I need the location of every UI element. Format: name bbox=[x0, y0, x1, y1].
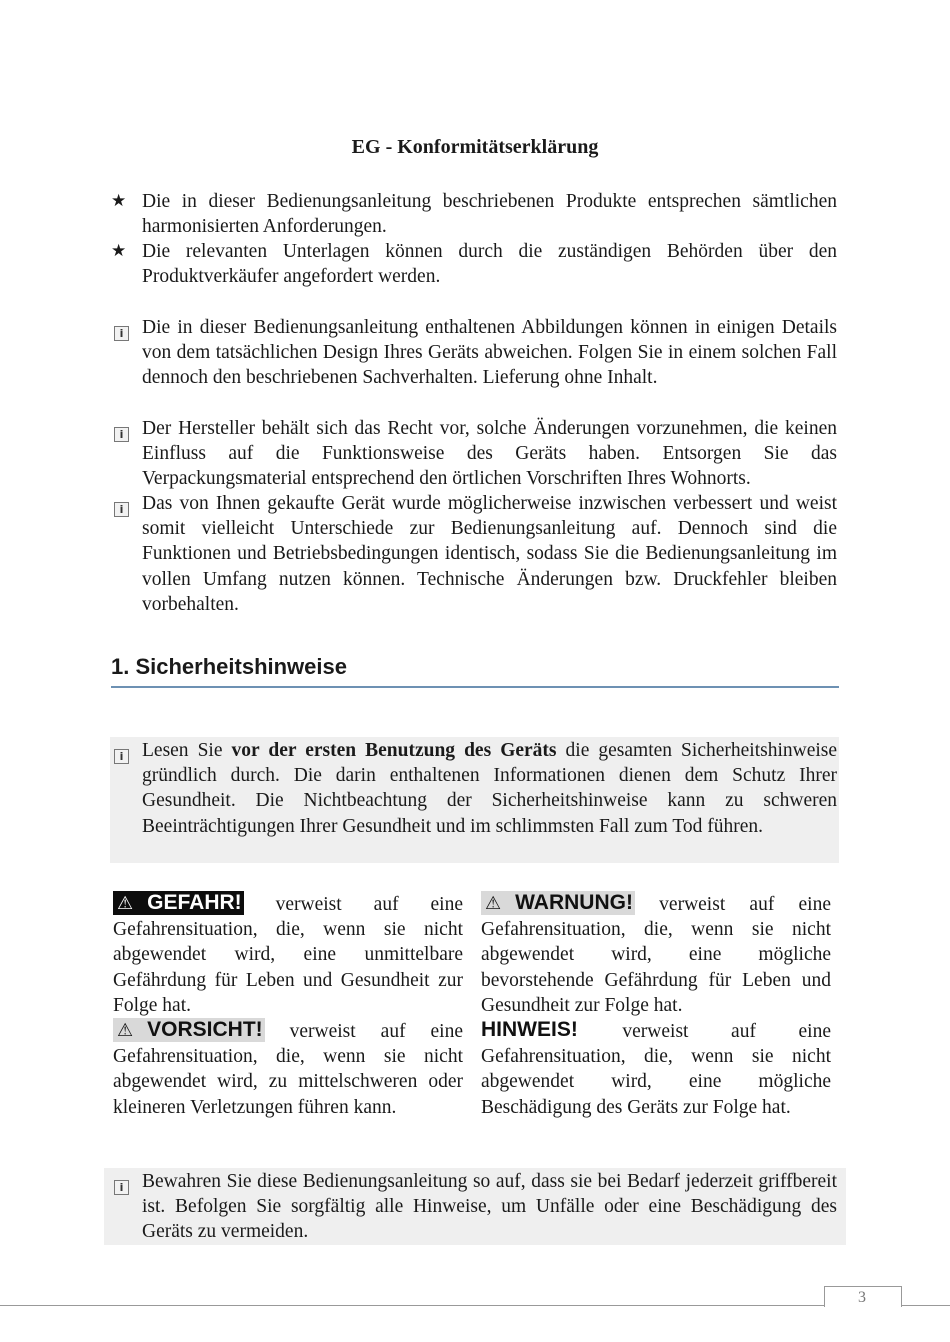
warning-gefahr bbox=[113, 891, 463, 1018]
info-note bbox=[111, 315, 837, 391]
info-icon: i bbox=[114, 749, 129, 764]
section-divider bbox=[111, 686, 839, 688]
star-icon: ★ bbox=[111, 241, 127, 261]
vorsicht-label: VORSICHT! bbox=[147, 1018, 263, 1041]
page-number: 3 bbox=[858, 1289, 866, 1306]
section-heading: 1. Sicherheitshinweise bbox=[111, 654, 347, 679]
page-title: EG - Konformitätserklärung bbox=[351, 136, 599, 158]
keep-note bbox=[111, 1169, 837, 1245]
gefahr-badge bbox=[113, 891, 244, 915]
safety-intro-text bbox=[142, 738, 837, 839]
conformity-item bbox=[111, 239, 837, 289]
warning-triangle-icon: ⚠ bbox=[117, 893, 134, 914]
warning-warnung bbox=[481, 891, 831, 1018]
info-note bbox=[111, 416, 837, 492]
hinweis-badge bbox=[481, 1018, 580, 1041]
info-icon: i bbox=[114, 326, 129, 341]
vorsicht-badge bbox=[113, 1018, 265, 1042]
safety-intro-pre: Lesen Sie bbox=[142, 740, 223, 761]
hinweis-text: verweist auf eine Gefahrensituation, die, wenn sie nicht abgewendet wird, eine mögliche Beschädigung des Geräts zur Folge hat. bbox=[481, 1021, 831, 1118]
vorsicht-text: verweist auf eine Gefahrensituation, die, wenn sie nicht abgewendet wird, zu mittelschweren oder kleineren Verletzungen führen kann. bbox=[113, 1021, 464, 1118]
warning-triangle-icon: ⚠ bbox=[117, 1020, 134, 1041]
safety-intro-post: die gesamten Sicherheitshinweise gründlich durch. Die darin enthaltenen Informationen dienen dem Schutz Ihrer Gesundheit. Die Nichtbeachtung der Sicherheitshinweise kann zu schweren Beeinträchtigungen Ihrer Gesundheit und im schlimmsten Fall zum Tod führen. bbox=[142, 740, 838, 837]
conformity-text: Die relevanten Unterlagen können durch die zuständigen Behörden über den Produktverkäufer angefordert werden. bbox=[142, 241, 837, 288]
warnung-text: verweist auf eine Gefahrensituation, die, wenn sie nicht abgewendet wird, eine mögliche bevorstehende Gefährdung für Leben und Gesundheit zur Folge hat. bbox=[481, 894, 832, 1016]
keep-note-text: Bewahren Sie diese Bedienungsanleitung so auf, dass sie bei Bedarf jederzeit griffbereit ist. Befolgen Sie sorgfältig alle Hinweise, um Unfälle oder eine Beschädigung des Geräts zu vermeiden. bbox=[142, 1171, 837, 1243]
conformity-text: Die in dieser Bedienungsanleitung beschriebenen Produkte entsprechen sämtlichen harmonisierten Anforderungen. bbox=[142, 191, 837, 238]
warnung-badge bbox=[481, 891, 635, 915]
info-icon: i bbox=[114, 427, 129, 442]
star-icon: ★ bbox=[111, 191, 127, 211]
info-note-text: Das von Ihnen gekaufte Gerät wurde möglicherweise inzwischen verbessert und weist somit vielleicht Unterschiede zur Bedienungsanleitung auf. Dennoch sind die Funktionen und Betriebsbedingungen identisch, sodass Sie die Bedienungsanleitung im vollen Umfang nutzen können. Technische Änderungen bzw. Druckfehler bleiben vorbehalten. bbox=[142, 493, 837, 615]
safety-intro bbox=[111, 738, 837, 839]
gefahr-label: GEFAHR! bbox=[147, 891, 242, 914]
warnung-label: WARNUNG! bbox=[515, 891, 633, 914]
gefahr-text: verweist auf eine Gefahrensituation, die, wenn sie nicht abgewendet wird, eine unmittelbare Gefährdung für Leben und Gesundheit zur Folge hat. bbox=[113, 894, 464, 1016]
warning-hinweis bbox=[481, 1018, 831, 1120]
info-note bbox=[111, 491, 837, 617]
safety-intro-bold: vor der ersten Benutzung des Geräts bbox=[231, 740, 557, 761]
info-icon: i bbox=[114, 502, 129, 517]
info-note-text: Die in dieser Bedienungsanleitung enthaltenen Abbildungen können in einigen Details von dem tatsächlichen Design Ihres Geräts abweichen. Folgen Sie in einem solchen Fall dennoch den beschriebenen Sachverhalten. Lieferung ohne Inhalt. bbox=[142, 317, 837, 389]
warning-vorsicht bbox=[113, 1018, 463, 1120]
info-note-text: Der Hersteller behält sich das Recht vor, solche Änderungen vorzunehmen, die keinen Einfluss auf die Funktionsweise des Geräts haben. Entsorgen Sie das Verpackungsmaterial entsprechend den örtlichen Vorschriften Ihres Wohnorts. bbox=[142, 418, 837, 490]
hinweis-label: HINWEIS! bbox=[481, 1018, 578, 1041]
footer-line bbox=[0, 1305, 950, 1306]
info-icon: i bbox=[114, 1180, 129, 1195]
warning-triangle-icon: ⚠ bbox=[485, 893, 502, 914]
conformity-item bbox=[111, 189, 837, 239]
